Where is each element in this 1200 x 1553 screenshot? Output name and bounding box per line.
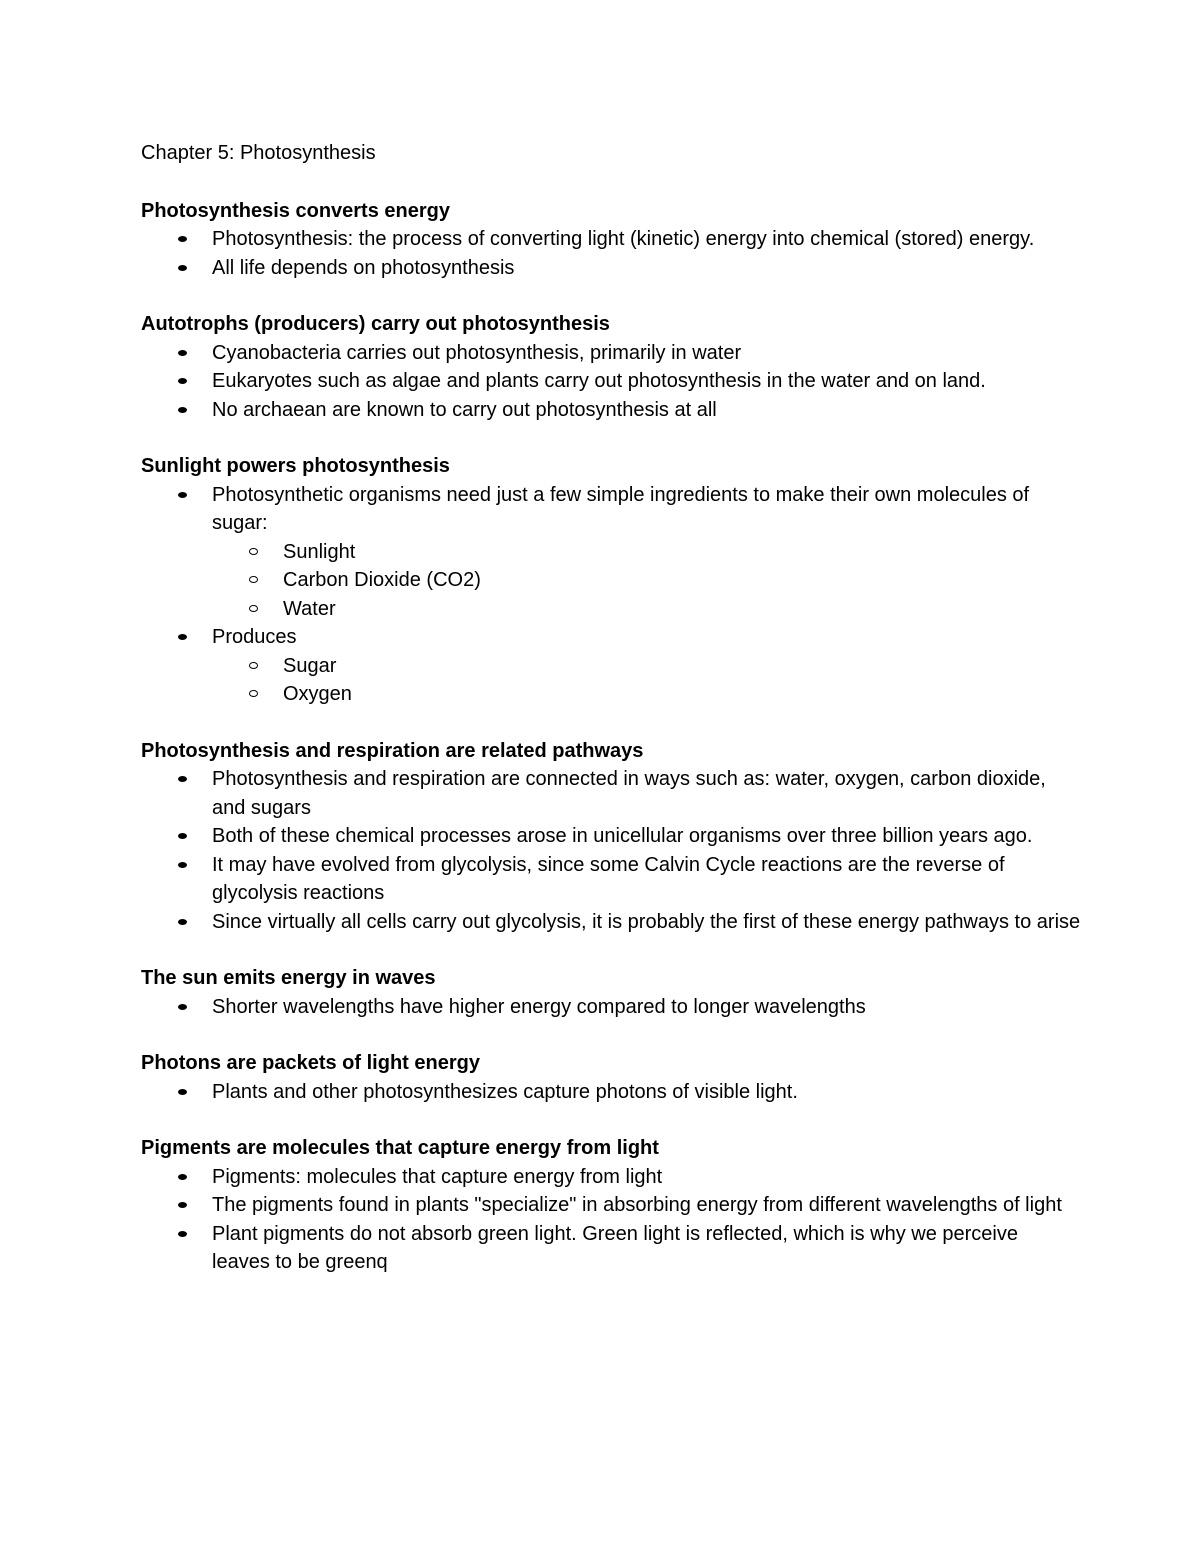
bullet-text: It may have evolved from glycolysis, since some Calvin Cycle reactions are the reverse of glycolysis reactions — [212, 853, 1005, 904]
bullet-dot-icon — [178, 350, 187, 356]
section — [141, 1134, 1081, 1277]
section-heading: Photosynthesis converts energy — [141, 199, 450, 222]
bullet-text: No archaean are known to carry out photosynthesis at all — [212, 398, 717, 421]
bullet-text: Cyanobacteria carries out photosynthesis, primarily in water — [212, 341, 742, 364]
bullet-list — [141, 481, 1081, 709]
bullet-text: Photosynthetic organisms need just a few simple ingredients to make their own molecules of sugar: — [212, 483, 1030, 534]
bullet-list — [141, 339, 1081, 425]
section — [141, 964, 1081, 1021]
bullet-item — [141, 1163, 1081, 1192]
bullet-dot-icon — [178, 919, 187, 925]
bullet-item — [141, 396, 1081, 425]
bullet-text: Plant pigments do not absorb green light. Green light is reflected, which is why we perceive leaves to be greenq — [212, 1222, 1018, 1273]
section — [141, 737, 1081, 937]
bullet-item — [141, 1191, 1081, 1220]
bullet-dot-icon — [178, 407, 187, 413]
hollow-circle-icon — [249, 690, 258, 697]
sub-bullet-text: Sunlight — [283, 540, 356, 563]
bullet-list — [141, 225, 1081, 282]
bullet-text: The pigments found in plants "specialize" in absorbing energy from different wavelengths of light — [212, 1194, 1062, 1216]
bullet-list — [141, 765, 1081, 936]
sub-bullet-item — [212, 566, 1081, 595]
document-page — [141, 139, 1081, 1305]
hollow-circle-icon — [249, 548, 258, 555]
section-heading: Autotrophs (producers) carry out photosynthesis — [141, 313, 610, 335]
bullet-text: Eukaryotes such as algae and plants carry out photosynthesis in the water and on land. — [212, 370, 986, 392]
bullet-text: Photosynthesis: the process of converting light (kinetic) energy into chemical (stored) energy. — [212, 228, 1035, 250]
section-heading: Photosynthesis and respiration are related pathways — [141, 739, 644, 762]
sub-bullet-item — [212, 538, 1081, 567]
bullet-item — [141, 623, 1081, 709]
bullet-dot-icon — [178, 1174, 187, 1180]
section-heading: Sunlight powers photosynthesis — [141, 455, 450, 477]
bullet-text: Plants and other photosynthesizes capture photons of visible light. — [212, 1080, 798, 1103]
bullet-dot-icon — [178, 776, 187, 782]
bullet-dot-icon — [178, 236, 187, 242]
bullet-item — [141, 851, 1081, 908]
bullet-item — [141, 481, 1081, 624]
bullet-dot-icon — [178, 492, 187, 498]
section — [141, 1049, 1081, 1106]
bullet-item — [141, 339, 1081, 368]
bullet-text: Produces — [212, 626, 297, 648]
hollow-circle-icon — [249, 576, 258, 583]
section-heading: Pigments are molecules that capture energy from light — [141, 1137, 659, 1159]
bullet-list — [141, 1163, 1081, 1277]
section — [141, 310, 1081, 424]
section — [141, 452, 1081, 709]
sub-bullet-text: Sugar — [283, 654, 337, 677]
bullet-item — [141, 765, 1081, 822]
bullet-text: Pigments: molecules that capture energy from light — [212, 1165, 663, 1188]
bullet-dot-icon — [178, 1004, 187, 1010]
bullet-text: Photosynthesis and respiration are connected in ways such as: water, oxygen, carbon dioxide, and sugars — [212, 768, 1046, 819]
bullet-dot-icon — [178, 634, 187, 640]
sub-bullet-text: Carbon Dioxide (CO2) — [283, 569, 481, 591]
bullet-item — [141, 254, 1081, 283]
sub-bullet-item — [212, 680, 1081, 709]
section-heading: The sun emits energy in waves — [141, 967, 436, 989]
sections-container — [141, 197, 1081, 1277]
bullet-item — [141, 225, 1081, 254]
bullet-item — [141, 1078, 1081, 1107]
hollow-circle-icon — [249, 662, 258, 669]
section — [141, 197, 1081, 283]
bullet-item — [141, 993, 1081, 1022]
bullet-text: Both of these chemical processes arose in unicellular organisms over three billion years ago. — [212, 825, 1033, 847]
hollow-circle-icon — [249, 605, 258, 612]
bullet-text: All life depends on photosynthesis — [212, 256, 515, 279]
bullet-dot-icon — [178, 1089, 187, 1095]
bullet-dot-icon — [178, 378, 187, 384]
bullet-dot-icon — [178, 833, 187, 839]
bullet-item — [141, 822, 1081, 851]
bullet-dot-icon — [178, 265, 187, 271]
bullet-text: Shorter wavelengths have higher energy compared to longer wavelengths — [212, 995, 866, 1018]
bullet-dot-icon — [178, 862, 187, 868]
bullet-item — [141, 1220, 1081, 1277]
sub-bullet-text: Water — [283, 597, 336, 620]
bullet-list — [141, 1078, 1081, 1107]
bullet-dot-icon — [178, 1202, 187, 1208]
sub-bullet-list — [212, 538, 1081, 624]
section-heading: Photons are packets of light energy — [141, 1052, 480, 1074]
sub-bullet-text: Oxygen — [283, 683, 352, 705]
document-title: Chapter 5: Photosynthesis — [141, 142, 376, 164]
bullet-dot-icon — [178, 1231, 187, 1237]
bullet-list — [141, 993, 1081, 1022]
bullet-item — [141, 367, 1081, 396]
sub-bullet-item — [212, 595, 1081, 624]
bullet-item — [141, 908, 1081, 937]
sub-bullet-list — [212, 652, 1081, 709]
bullet-text: Since virtually all cells carry out glycolysis, it is probably the first of these energy pathways to arise — [212, 910, 1081, 933]
sub-bullet-item — [212, 652, 1081, 681]
